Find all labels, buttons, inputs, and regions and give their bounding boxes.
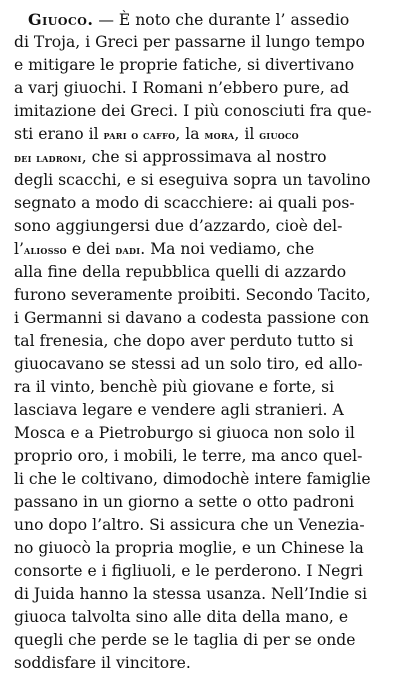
text-line-25: consorte e i figliuoli, e le perderono. I Negri	[14, 562, 363, 580]
game-name-dei-ladroni: dei ladroni	[14, 151, 82, 165]
text-line-27: giuoca talvolta sino alle dita della mano, e	[14, 608, 349, 626]
line-6-mid2: , il	[234, 125, 260, 143]
line-6-mid1: , la	[175, 125, 205, 143]
text-line-21: li che le coltivano, dimodochè intere famiglie	[14, 470, 371, 488]
text-line-29: soddisfare il vincitore.	[14, 654, 191, 672]
line-6-pre: sti erano il	[14, 125, 104, 143]
text-line-12: alla fine della repubblica quelli di azzardo	[14, 263, 347, 281]
text-line-13: furono severamente proibiti. Secondo Tacito,	[14, 286, 371, 304]
text-line-2: di Troja, i Greci per passarne il lungo tempo	[14, 33, 365, 51]
text-line-15: tal frenesia, che dopo aver perduto tutto si	[14, 332, 354, 350]
line-11-mid: e dei	[66, 240, 116, 258]
game-name-dadi: dadi	[115, 243, 141, 257]
text-line-14: i Germanni si davano a codesta passione con	[14, 309, 370, 327]
text-line-19: Mosca e a Pietroburgo si giuoca non solo il	[14, 424, 355, 442]
text-line-5: imitazione dei Greci. I più conosciuti fra que-	[14, 102, 372, 120]
text-line-10: sono aggiungersi due d’azzardo, cioè del-	[14, 217, 343, 235]
text-line-3: e mitigare le proprie fatiche, si divertivano	[14, 56, 355, 74]
game-name-giuoco: giuoco	[259, 128, 299, 142]
text-line-26: di Juida hanno la stessa usanza. Nell’Indie si	[14, 585, 368, 603]
text-line-7	[14, 146, 410, 169]
text-line-16: giuocavano se stessi ad un solo tiro, ed allo-	[14, 355, 363, 373]
game-name-aliosso: aliosso	[23, 243, 67, 257]
text-line-9: segnato a modo di scacchiere: ai quali pos-	[14, 194, 355, 212]
headword-dash: —	[93, 11, 119, 29]
text-line-1	[14, 8, 410, 31]
headword: Giuoco.	[28, 10, 94, 29]
line-11-pre: l’	[14, 240, 24, 258]
game-name-pari-o-caffo: pari o caffo	[103, 128, 176, 142]
text-line-4: a varj giuochi. I Romani n’ebbero pure, ad	[14, 79, 350, 97]
text-line-22: passano in un giorno a sette o otto padroni	[14, 493, 355, 511]
line-1-text: È noto che durante l’ assedio	[118, 11, 350, 29]
text-line-23: uno dopo l’altro. Si assicura che un Venezia-	[14, 516, 365, 534]
text-line-11	[14, 238, 410, 261]
line-7-post: , che si approssimava al nostro	[81, 148, 327, 166]
text-line-17: ra il vinto, benchè più giovane e forte, si	[14, 378, 335, 396]
document-page	[14, 8, 410, 675]
line-11-post: . Ma noi vediamo, che	[140, 240, 315, 258]
game-name-mora: mora	[204, 128, 235, 142]
text-line-20: proprio oro, i mobili, le terre, ma anco quel-	[14, 447, 363, 465]
text-line-6	[14, 123, 410, 146]
text-line-24: no giuocò la propria moglie, e un Chinese la	[14, 539, 364, 557]
text-line-18: lasciava legare e vendere agli stranieri. A	[14, 401, 344, 419]
text-line-8: degli scacchi, e si eseguiva sopra un tavolino	[14, 171, 371, 189]
text-line-28: quegli che perde se le taglia di per se onde	[14, 631, 356, 649]
